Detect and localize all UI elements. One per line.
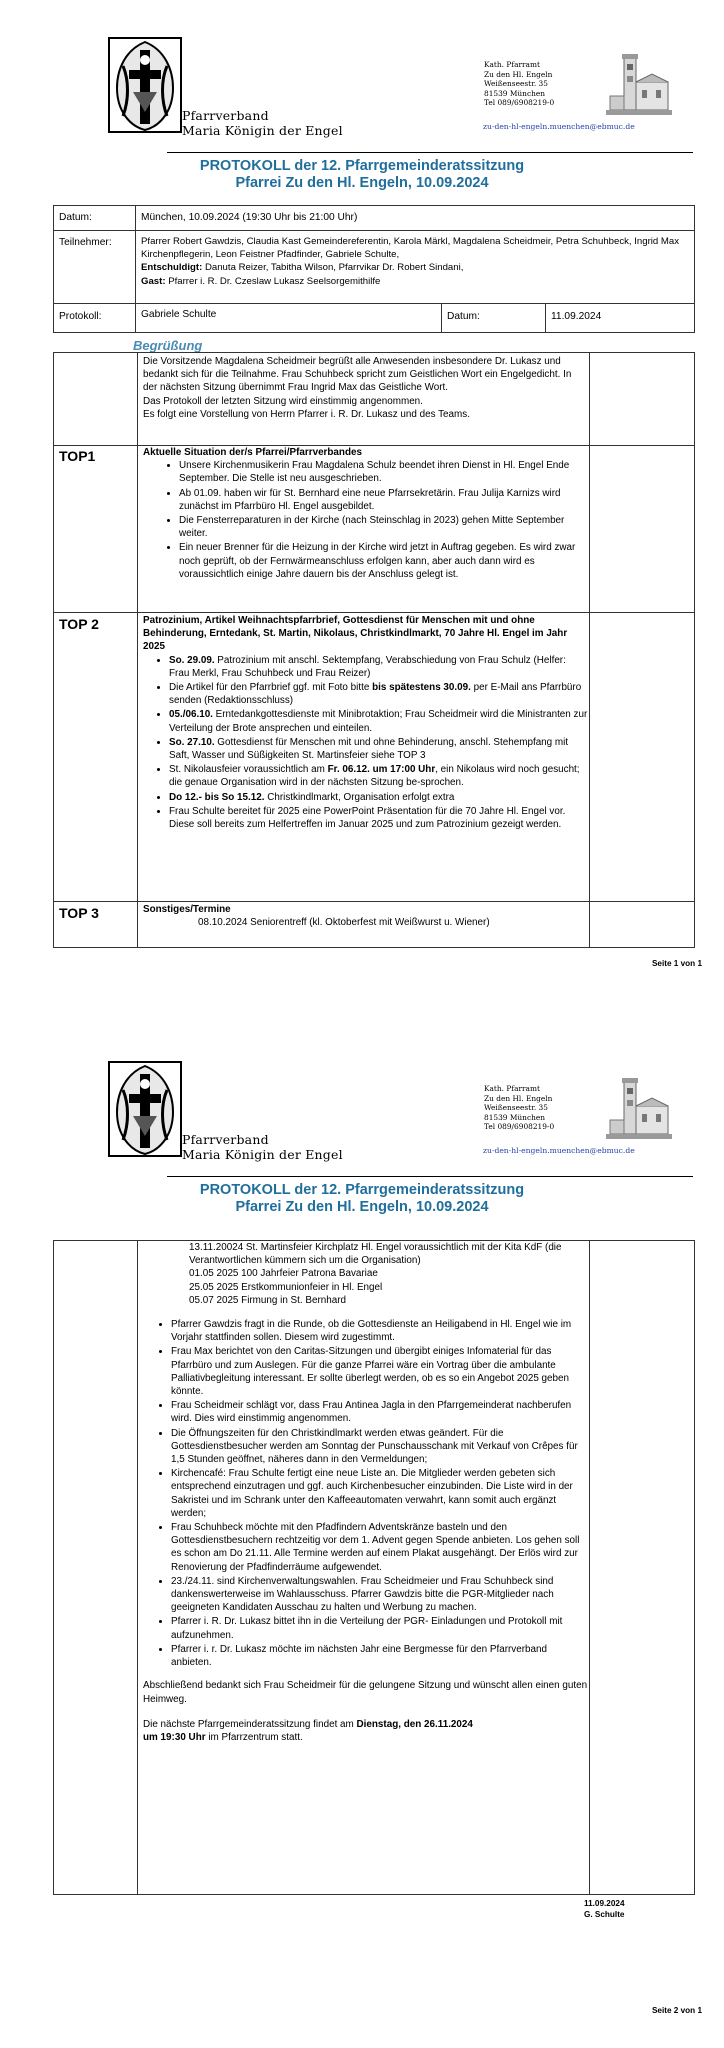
header-divider bbox=[167, 1176, 693, 1177]
address-line: Zu den Hl. Engeln bbox=[484, 1093, 553, 1103]
top1-list bbox=[143, 459, 588, 581]
greeting-line: Die Vorsitzende Magdalena Scheidmeir begrüßt alle Anwesenden insbesondere Dr. Lukasz und bedankt sich für die Teilnahme. Frau Schuhbeck spricht zum Geistlichen Wort ein Engelgedicht. In der nächsten Sitzung übernimmt Frau Ingrid Max das Geistliche Wort. bbox=[143, 356, 572, 394]
next-meeting bbox=[143, 1718, 588, 1744]
gast-value: Pfarrer i. R. Dr. Czeslaw Lukasz Seelsorgemithilfe bbox=[165, 275, 381, 287]
top3-label: TOP 3 bbox=[59, 905, 99, 921]
address-line: Tel 089/6908219-0 bbox=[484, 98, 555, 108]
datum2-value: 11.09.2024 bbox=[551, 311, 602, 322]
list-item: • Frau Schuhbeck möchte mit den Pfadfindern Adventskränze basteln und den Gottesdienstbesuchern rechtzeitig vor dem 1. Advent gegen Spende anbieten. Los gehen soll es schon am Do 21.11. Alle Termine werden auf einem Plakat ausgehängt. Der Erlös wird zur Renovierung der Pfadfinderräume aufgewendet. bbox=[171, 1521, 588, 1574]
next-meeting-time: um 19:30 Uhr bbox=[143, 1731, 206, 1743]
top2-title: Patrozinium, Artikel Weihnachtspfarrbrief, Gottesdienst für Menschen mit und ohne Behinderung, Erntedank, St. Martin, Nikolaus, Christkindlmarkt, 70 Jahre Hl. Engel im Jahr 2025 bbox=[143, 615, 568, 653]
item-text: Frau Schulte bereitet für 2025 eine PowerPoint Präsentation für die 70 Jahre Hl. Engel vor. Diese soll bereits zum Helfertreffen im Januar 2025 und zum Patrozinium gezeigt werden. bbox=[169, 805, 566, 831]
top3-section bbox=[143, 903, 588, 929]
address-block bbox=[484, 1084, 554, 1132]
date-line: 01.05 2025 100 Jahrfeier Patrona Bavariae bbox=[189, 1268, 378, 1280]
signature-date: 11.09.2024 bbox=[584, 1899, 625, 1908]
page-2 bbox=[0, 1024, 724, 2048]
item-text: Die Artikel für den Pfarrbrief ggf. mit Foto bitte bbox=[169, 682, 373, 694]
parish-logo-icon bbox=[107, 1060, 183, 1158]
signature-block bbox=[584, 1898, 625, 1920]
top3-first-line: 08.10.2024 Seniorentreff (kl. Oktoberfest mit Weißwurst u. Wiener) bbox=[198, 917, 490, 929]
greeting-line: Das Protokoll der letzten Sitzung wird einstimmig angenommen. bbox=[143, 395, 423, 407]
item-text: Erntedankgottesdienste mit Minibrotaktion; Frau Scheidmeir wird die Ministranten zur Verteilung der Brote ansprechen und einteilen. bbox=[169, 709, 588, 734]
dates-list bbox=[143, 1241, 588, 1307]
gast-label: Gast: bbox=[141, 275, 166, 287]
list-item: • Die Fensterreparaturen in der Kirche (nach Steinschlag in 2023) gehen Mitte September weiter. bbox=[179, 514, 588, 540]
church-tower-icon bbox=[606, 52, 672, 116]
email-link[interactable]: zu-den-hl-engeln.muenchen@ebmuc.de bbox=[483, 122, 635, 131]
church-tower-icon bbox=[606, 1076, 672, 1140]
next-meeting-text: im Pfarrzentrum statt. bbox=[205, 1731, 303, 1743]
item-bold: Fr. 06.12. um 17:00 Uhr bbox=[327, 764, 436, 776]
entschuldigt-label: Entschuldigt: bbox=[141, 262, 203, 274]
date-line: 13.11.20024 St. Martinsfeier Kirchplatz Hl. Engel voraussichtlich mit der Kita KdF (die Verantwortlichen kümmern sich um die Organisation) bbox=[189, 1242, 562, 1267]
list-item bbox=[169, 805, 588, 831]
item-bold: So. 29.09. bbox=[169, 654, 215, 666]
item-text: Patrozinium mit anschl. Sektempfang, Verabschiedung von Frau Schulz (Helfer: Frau Merkl, Frau Schuhbeck und Frau Reizer) bbox=[169, 654, 566, 679]
closing-text: Abschließend bedankt sich Frau Scheidmeir für die gelungene Sitzung und wünscht allen einen guten Heimweg. bbox=[143, 1680, 588, 1705]
header-divider bbox=[167, 152, 693, 153]
organization-name bbox=[182, 1132, 343, 1162]
organization-name bbox=[182, 108, 343, 138]
item-text: St. Nikolausfeier voraussichtlich am bbox=[169, 764, 328, 776]
org-line-2: Maria Königin der Engel bbox=[182, 123, 343, 138]
address-block bbox=[484, 60, 554, 108]
page-footer-1: Seite 1 von 1 bbox=[651, 959, 702, 968]
list-item bbox=[169, 681, 588, 707]
item-text: per E-Mail ans Pfarrbüro senden (Redaktionsschluss) bbox=[169, 682, 582, 707]
list-item: • Pfarrer Gawdzis fragt in die Runde, ob die Gottesdienste an Heiligabend in Hl. Engel wie im Vorjahr stattfinden sollen. Diesem wird zugestimmt. bbox=[171, 1318, 588, 1344]
item-text: Gottesdienst für Menschen mit und ohne Behinderung, anschl. Stehempfang mit Saft, Wasser und Süßigkeiten St. Martinsfeier siehe TOP 3 bbox=[169, 736, 569, 762]
email-link[interactable]: zu-den-hl-engeln.muenchen@ebmuc.de bbox=[483, 1146, 635, 1155]
list-item bbox=[169, 736, 588, 762]
list-item: • Frau Scheidmeir schlägt vor, dass Frau Antinea Jagla in den Pfarrgemeinderat nachberufen wird. Dies wird einstimmig angenommen. bbox=[171, 1399, 588, 1425]
list-item bbox=[169, 763, 588, 789]
top2-section bbox=[143, 614, 588, 832]
item-bold: So. 27.10. bbox=[169, 736, 215, 748]
list-item: • Ein neuer Brenner für die Heizung in der Kirche wird jetzt in Auftrag gegeben. Es wird zwar noch geprüft, ob der Fernwärmeanschluss erfolgen kann, aber auch dann wird es voraussichtlich einige Jahre dauern bis der Anschluss gelegt ist. bbox=[179, 541, 588, 581]
list-item bbox=[169, 791, 588, 804]
list-item: • Die Öffnungszeiten für den Christkindlmarkt werden etwas geändert. Für die Gottesdienstbesucher werden am Sonntag der Punschausschank mit Verkauf von Crêpes für 1,5 Stunden geöffnet, näheres dann in den Vermeldungen; bbox=[171, 1427, 588, 1467]
next-meeting-text: Die nächste Pfarrgemeinderatssitzung findet am bbox=[143, 1718, 357, 1730]
address-line: Kath. Pfarramt bbox=[484, 60, 540, 69]
address-line: Tel 089/6908219-0 bbox=[484, 1122, 555, 1132]
date-line: 25.05 2025 Erstkommunionfeier in Hl. Engel bbox=[189, 1281, 383, 1293]
page-footer-2: Seite 2 von 1 bbox=[651, 2006, 702, 2015]
greeting-text bbox=[143, 355, 583, 421]
teilnehmer-label: Teilnehmer: bbox=[59, 237, 112, 248]
address-line: Zu den Hl. Engeln bbox=[484, 69, 553, 79]
address-line: Kath. Pfarramt bbox=[484, 1084, 540, 1093]
datum-value: München, 10.09.2024 (19:30 Uhr bis 21:00 Uhr) bbox=[141, 212, 358, 223]
datum-label: Datum: bbox=[59, 212, 92, 223]
title-line-1: PROTOKOLL der 12. Pfarrgemeinderatssitzung bbox=[199, 1182, 525, 1198]
list-item: • 23./24.11. sind Kirchenverwaltungswahlen. Frau Scheidmeier und Frau Schuhbeck sind dankenswerterweise im Wahlausschuss. Pfarrer Gawdzis bitte die PGR-Mitglieder nach geeigneten Kandidaten Ausschau zu halten und Werbung zu machen. bbox=[171, 1575, 588, 1615]
list-item: • Pfarrer i. R. Dr. Lukasz bittet ihn in die Verteilung der PGR- Einladungen und Protokoll mit aufzunehmen. bbox=[171, 1615, 588, 1641]
entschuldigt-value: Danuta Reizer, Tabitha Wilson, Pfarrvikar Dr. Robert Sindani, bbox=[202, 262, 464, 274]
list-item: • Ab 01.09. haben wir für St. Bernhard eine neue Pfarrsekretärin. Frau Julija Karnizs wird zunächst im Pfarrbüro Hl. Engel ausgebildet. bbox=[179, 487, 588, 513]
document-title bbox=[0, 1182, 724, 1216]
list-item bbox=[169, 708, 588, 734]
list-item bbox=[169, 654, 588, 680]
title-line-2: Pfarrei Zu den Hl. Engeln, 10.09.2024 bbox=[235, 1199, 489, 1215]
address-line: 81539 München bbox=[484, 88, 545, 98]
item-text: Christkindlmarkt, Organisation erfolgt extra bbox=[264, 791, 455, 803]
title-line-1: PROTOKOLL der 12. Pfarrgemeinderatssitzung bbox=[199, 158, 525, 174]
top3-title: Sonstiges/Termine bbox=[143, 904, 231, 915]
org-line-1: Pfarrverband bbox=[182, 108, 269, 123]
next-meeting-date: Dienstag, den 26.11.2024 bbox=[356, 1718, 473, 1730]
item-bold: 05./06.10. bbox=[169, 709, 213, 721]
list-item: • Kirchencafé: Frau Schulte fertigt eine neue Liste an. Die Mitglieder werden gebeten sich entsprechend einzutragen und ggf. auch Kirchenbesucher einzubinden. Die Liste wird in der Sakristei und im Schrank unter den Kaffeeautomaten verwahrt, kann somit auch ergänzt werden; bbox=[171, 1467, 588, 1520]
meta-table bbox=[53, 205, 695, 333]
top2-list bbox=[143, 654, 588, 832]
title-line-2: Pfarrei Zu den Hl. Engeln, 10.09.2024 bbox=[235, 175, 489, 191]
top3-continuation bbox=[143, 1241, 588, 1744]
org-line-1: Pfarrverband bbox=[182, 1132, 269, 1147]
datum2-label: Datum: bbox=[447, 311, 480, 322]
top1-section bbox=[143, 446, 588, 582]
date-line: 05.07 2025 Firmung in St. Bernhard bbox=[189, 1294, 346, 1306]
item-text: , ein Nikolaus wird noch gesucht; die genaue Organisation wird in der nächsten Sitzung be-sprochen. bbox=[169, 764, 580, 789]
protokoll-value: Gabriele Schulte bbox=[141, 309, 217, 320]
protokoll-label: Protokoll: bbox=[59, 311, 102, 322]
address-line: 81539 München bbox=[484, 1112, 545, 1122]
top1-title: Aktuelle Situation der/s Pfarrei/Pfarrverbandes bbox=[143, 447, 362, 458]
teilnehmer-block bbox=[141, 235, 691, 288]
parish-logo-icon bbox=[107, 36, 183, 134]
greeting-heading: Begrüßung bbox=[133, 338, 203, 353]
list-item: • Frau Max berichtet von den Caritas-Sitzungen und übergibt einiges Infomaterial für das Pfarrbüro und zum Auslegen. Für die ganze Pfarrei wäre ein Vortrag über die ambulante Palliativbegleitung interessant. Er sollte überlegt werden, ob es so ein Angebot 2025 geben könnte. bbox=[171, 1345, 588, 1398]
item-bold: Do 12.- bis So 15.12. bbox=[169, 791, 265, 803]
org-line-2: Maria Königin der Engel bbox=[182, 1147, 343, 1162]
greeting-line: Es folgt eine Vorstellung von Herrn Pfarrer i. R. Dr. Lukasz und des Teams. bbox=[143, 408, 470, 420]
signature-name: G. Schulte bbox=[584, 1910, 625, 1919]
top2-label: TOP 2 bbox=[59, 616, 99, 632]
list-item: • Unsere Kirchenmusikerin Frau Magdalena Schulz beendet ihren Dienst in Hl. Engel Ende September. Die Stelle ist neu ausgeschrieben. bbox=[179, 459, 588, 485]
top3-list bbox=[143, 1318, 588, 1669]
document-title bbox=[0, 158, 724, 192]
address-line: Weißenseestr. 35 bbox=[484, 1103, 548, 1113]
item-bold: bis spätestens 30.09. bbox=[372, 682, 471, 694]
teilnehmer-value: Pfarrer Robert Gawdzis, Claudia Kast Gemeindereferentin, Karola Märkl, Magdalena Scheidmeir, Petra Schuhbeck, Ingrid Max Kirchenpflegerin, Leon Feistner Pfadfinder, Gabriele Schulte, bbox=[141, 236, 680, 261]
top1-label: TOP1 bbox=[59, 448, 96, 464]
list-item: • Pfarrer i. r. Dr. Lukasz möchte im nächsten Jahr eine Bergmesse für den Pfarrverband anbieten. bbox=[171, 1643, 588, 1669]
address-line: Weißenseestr. 35 bbox=[484, 79, 548, 89]
